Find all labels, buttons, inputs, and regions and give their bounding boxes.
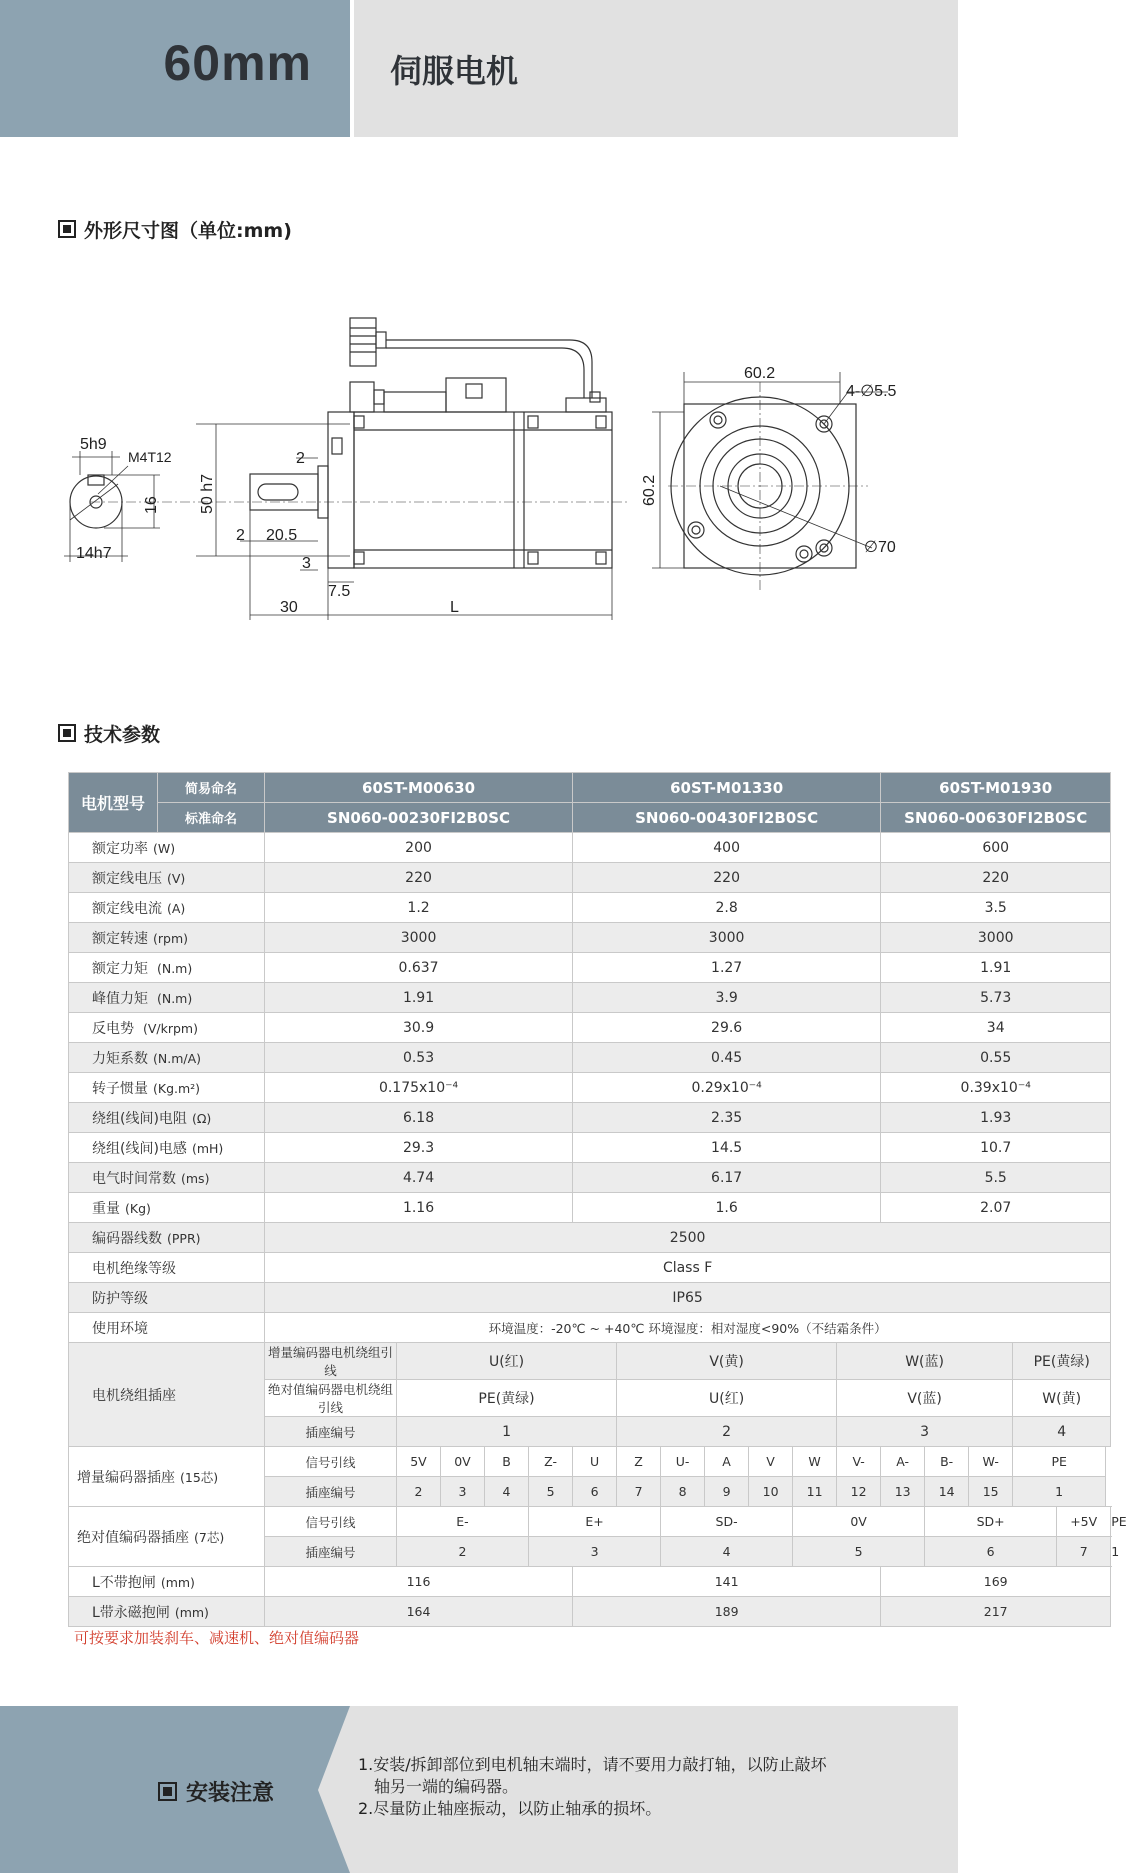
dim-flange-vertical: 60.2: [641, 474, 658, 506]
section-specs-title: [58, 720, 160, 747]
spec-value: 0.55: [881, 1043, 1111, 1073]
spec-value: 2.35: [573, 1103, 881, 1133]
table-row: [69, 1193, 1111, 1223]
spec-row-label: [69, 953, 265, 983]
length-value: 189: [573, 1597, 881, 1627]
winding-value: PE(黄绿): [1013, 1343, 1111, 1380]
encoder-pin-cell: 11: [793, 1477, 837, 1507]
encoder-pin-cell: 9: [705, 1477, 749, 1507]
encoder-pin-cell: V: [749, 1447, 793, 1477]
spec-row-label: [69, 1103, 265, 1133]
spec-value: 6.18: [265, 1103, 573, 1133]
table-row: [69, 1103, 1111, 1133]
row-label: 使用环境: [92, 1320, 148, 1337]
encoder-pin-cell: 6: [925, 1537, 1057, 1567]
length-row-label: [69, 1597, 265, 1627]
table-row: [69, 833, 1111, 863]
table-row: [69, 1223, 1111, 1253]
spec-value: 3000: [881, 923, 1111, 953]
winding-socket-label: 电机绕组插座: [69, 1343, 265, 1447]
winding-sub-label: 增量编码器电机绕组引线: [265, 1343, 397, 1380]
dim-spigot: 50 h7: [199, 473, 216, 514]
spec-row-label: [69, 1253, 265, 1283]
row-unit: (N.m): [153, 960, 193, 976]
winding-value: U(红): [397, 1343, 617, 1380]
encoder-socket-label: [69, 1447, 265, 1507]
spec-value: 0.637: [265, 953, 573, 983]
short-name-label: 简易命名: [158, 773, 265, 803]
encoder-pin-cell: A: [705, 1447, 749, 1477]
header-title-panel: [354, 0, 958, 137]
row-unit: (7芯): [194, 1529, 225, 1545]
spec-value: 5.5: [881, 1163, 1111, 1193]
table-row: [69, 1343, 1111, 1380]
spec-row-label: [69, 833, 265, 863]
encoder-pin-cell: 13: [881, 1477, 925, 1507]
row-label: 增量编码器插座: [77, 1469, 175, 1486]
header-size-panel: [0, 0, 350, 137]
spec-value: 1.27: [573, 953, 881, 983]
spec-value: 220: [573, 863, 881, 893]
spec-value: 3000: [573, 923, 881, 953]
row-label: 绕组(线间)电阻: [92, 1110, 187, 1127]
table-row: [69, 1073, 1111, 1103]
std-name-label: 标准命名: [158, 803, 265, 833]
spec-value: 1.2: [265, 893, 573, 923]
row-label: 转子惯量: [92, 1080, 148, 1097]
encoder-pin-cell: W: [793, 1447, 837, 1477]
spec-value: 6.17: [573, 1163, 881, 1193]
section-specs-label: 技术参数: [84, 724, 161, 746]
row-unit: (V): [167, 870, 186, 886]
spec-value: 0.29x10⁻⁴: [573, 1073, 881, 1103]
encoder-pin-cell: A-: [881, 1447, 925, 1477]
winding-value: V(蓝): [837, 1380, 1013, 1417]
spec-value: 0.45: [573, 1043, 881, 1073]
spec-table: [68, 772, 1127, 1627]
table-row: 绝对值编码器插座 (7芯) 信号引线 E- E+ SD- 0V SD+ +5V PE: [69, 1507, 1111, 1537]
encoder-pin-cell: 2: [397, 1477, 441, 1507]
encoder-pin-cell: 5: [529, 1477, 573, 1507]
row-label: 电机绝缘等级: [92, 1260, 176, 1277]
encoder-pin-cell: 8: [661, 1477, 705, 1507]
table-row: [69, 1013, 1111, 1043]
encoder-pin-cell: Z-: [529, 1447, 573, 1477]
encoder-pin-cell: 12: [837, 1477, 881, 1507]
spec-value: 600: [881, 833, 1111, 863]
winding-sub-label: 插座编号: [265, 1417, 397, 1447]
dim-3: 3: [302, 555, 311, 572]
spec-value: 34: [881, 1013, 1111, 1043]
winding-value: PE(黄绿): [397, 1380, 617, 1417]
encoder-socket-label: [69, 1507, 265, 1567]
length-value: 169: [881, 1567, 1111, 1597]
row-unit: (Kg.m²): [153, 1080, 201, 1096]
winding-sub-label: 绝对值编码器电机绕组引线: [265, 1380, 397, 1417]
row-label: 绝对值编码器插座: [77, 1529, 189, 1546]
spec-value: IP65: [265, 1283, 1111, 1313]
row-label: 重量: [92, 1200, 120, 1217]
encoder-pin-cell: 3: [441, 1477, 485, 1507]
table-row: [69, 1163, 1111, 1193]
winding-value: V(黄): [617, 1343, 837, 1380]
table-row: [69, 863, 1111, 893]
row-label: 防护等级: [92, 1290, 148, 1307]
winding-value: W(蓝): [837, 1343, 1013, 1380]
notice-line-2: 2.尽量防止轴座振动，以防止轴承的损坏。: [358, 1799, 662, 1818]
spec-value: 10.7: [881, 1133, 1111, 1163]
install-notice: [0, 1706, 958, 1873]
row-label: 力矩系数: [92, 1050, 148, 1067]
row-unit: (PPR): [167, 1230, 201, 1246]
winding-value: U(红): [617, 1380, 837, 1417]
spec-row-label: [69, 1163, 265, 1193]
encoder-pin-cell: Z: [617, 1447, 661, 1477]
install-notice-title: [158, 1776, 274, 1807]
spec-row-label: [69, 1043, 265, 1073]
short-model-3: 60ST-M01930: [881, 773, 1111, 803]
encoder-pin-cell: 15: [969, 1477, 1013, 1507]
dim-30: 30: [280, 599, 298, 616]
dim-2-bottom: 2: [236, 527, 245, 544]
spec-row-label: [69, 1013, 265, 1043]
row-unit: (mH): [191, 1140, 224, 1156]
length-row-label: [69, 1567, 265, 1597]
spec-value: 5.73: [881, 983, 1111, 1013]
dim-7-5: 7.5: [328, 583, 351, 600]
row-label: 额定转速: [92, 930, 148, 947]
length-value: 141: [573, 1567, 881, 1597]
spec-row-label: [69, 1193, 265, 1223]
row-label: L带永磁抱闸: [92, 1604, 170, 1621]
length-value: 164: [265, 1597, 573, 1627]
dim-2-top: 2: [296, 450, 305, 467]
dimension-drawing: [0, 300, 958, 640]
spec-value: 29.3: [265, 1133, 573, 1163]
spec-row-label: [69, 1313, 265, 1343]
encoder-pin-cell: B: [485, 1447, 529, 1477]
winding-value: 3: [837, 1417, 1013, 1447]
encoder-pin-cell: W-: [969, 1447, 1013, 1477]
encoder-pin-cell: SD+: [925, 1507, 1057, 1537]
row-unit: (mm): [160, 1574, 195, 1590]
row-unit: (N.m): [153, 990, 193, 1006]
spec-value: 1.16: [265, 1193, 573, 1223]
winding-value: 2: [617, 1417, 837, 1447]
table-row: [69, 953, 1111, 983]
encoder-pin-cell: 0V: [441, 1447, 485, 1477]
notice-line-1b: 轴另一端的编码器。: [374, 1777, 519, 1796]
spec-value: 2500: [265, 1223, 1111, 1253]
dim-pcd: ∅70: [864, 539, 896, 556]
spec-value: 220: [881, 863, 1111, 893]
install-notice-label: 安装注意: [186, 1781, 275, 1806]
spec-value: 4.74: [265, 1163, 573, 1193]
encoder-pin-cell: B-: [925, 1447, 969, 1477]
table-row: [69, 983, 1111, 1013]
header-title: 伺服电机: [390, 52, 519, 90]
row-unit: (mm): [174, 1604, 209, 1620]
dim-thread: M4T12: [128, 449, 172, 465]
encoder-sub-label: 信号引线: [265, 1447, 397, 1477]
spec-value: 1.91: [265, 983, 573, 1013]
spec-value: 30.9: [265, 1013, 573, 1043]
encoder-pin-cell: 14: [925, 1477, 969, 1507]
row-unit: (15芯): [180, 1469, 219, 1485]
row-unit: (V/krpm): [139, 1020, 198, 1036]
table-row: [69, 1567, 1111, 1597]
spec-table-body: [69, 773, 1127, 1627]
spec-value: 环境温度：-20℃ ~ +40℃ 环境湿度：相对湿度<90%（不结霜条件）: [265, 1313, 1111, 1343]
encoder-pin-cell: E+: [529, 1507, 661, 1537]
spec-value: 1.6: [573, 1193, 881, 1223]
encoder-sub-label: 插座编号: [265, 1537, 397, 1567]
row-unit: (Kg): [125, 1200, 151, 1216]
row-label: 额定线电压: [92, 870, 162, 887]
table-row: [69, 1447, 1111, 1477]
row-label: 绕组(线间)电感: [92, 1140, 187, 1157]
row-label: 峰值力矩: [92, 990, 148, 1007]
spec-row-label: [69, 893, 265, 923]
notice-line-1: 1.安装/拆卸部位到电机轴末端时，请不要用力敲打轴，以防止敲坏: [358, 1755, 827, 1774]
table-row: [69, 1043, 1111, 1073]
page-header: [0, 0, 958, 137]
encoder-pin-cell: U-: [661, 1447, 705, 1477]
dim-L: L: [450, 599, 459, 616]
dim-key-length: 20.5: [266, 527, 298, 544]
short-model-1: 60ST-M00630: [265, 773, 573, 803]
winding-value: 4: [1013, 1417, 1111, 1447]
encoder-pin-cell: 7: [617, 1477, 661, 1507]
model-label: 电机型号: [69, 773, 158, 833]
square-bullet-icon: [58, 724, 76, 742]
spec-value: 0.39x10⁻⁴: [881, 1073, 1111, 1103]
dim-shaft-dia: 14h7: [76, 545, 112, 562]
custom-options-note: 可按要求加装刹车、减速机、绝对值编码器: [74, 1629, 360, 1647]
encoder-pin-cell: SD-: [661, 1507, 793, 1537]
encoder-pin-cell: PE: [1013, 1447, 1106, 1477]
encoder-pin-cell: 1: [1013, 1477, 1106, 1507]
section-dimensions-title: [58, 216, 292, 243]
spec-value: 14.5: [573, 1133, 881, 1163]
header-size: 60mm: [163, 35, 312, 91]
spec-row-label: [69, 1223, 265, 1253]
encoder-pin-cell: 5V: [397, 1447, 441, 1477]
spec-value: 220: [265, 863, 573, 893]
table-row: [69, 1253, 1111, 1283]
spec-value: 200: [265, 833, 573, 863]
row-label: 电气时间常数: [92, 1170, 176, 1187]
encoder-sub-label: 信号引线: [265, 1507, 397, 1537]
spec-row-label: [69, 923, 265, 953]
install-notice-text: [358, 1754, 918, 1820]
row-unit: (N.m/A): [153, 1050, 202, 1066]
short-model-2: 60ST-M01330: [573, 773, 881, 803]
encoder-pin-cell: 0V: [793, 1507, 925, 1537]
spec-row-label: [69, 983, 265, 1013]
table-row: [69, 1313, 1111, 1343]
spec-value: 1.91: [881, 953, 1111, 983]
spec-row-label: [69, 863, 265, 893]
row-unit: (Ω): [191, 1110, 212, 1126]
spec-value: 2.8: [573, 893, 881, 923]
encoder-pin-cell: 4: [485, 1477, 529, 1507]
spec-value: 2.07: [881, 1193, 1111, 1223]
table-row: 插座编号 2 3 4 5 6 7 1: [69, 1537, 1111, 1567]
spec-value: 1.93: [881, 1103, 1111, 1133]
spec-value: 3.5: [881, 893, 1111, 923]
encoder-pin-cell: 2: [397, 1537, 529, 1567]
encoder-pin-cell: U: [573, 1447, 617, 1477]
spec-row-label: [69, 1073, 265, 1103]
row-unit: (ms): [181, 1170, 210, 1186]
dim-key-width: 5h9: [80, 436, 107, 453]
encoder-pin-cell: 10: [749, 1477, 793, 1507]
std-model-3: SN060-00630FI2B0SC: [881, 803, 1111, 833]
table-row: [69, 1597, 1111, 1627]
encoder-pin-cell: E-: [397, 1507, 529, 1537]
encoder-pin-cell: 5: [793, 1537, 925, 1567]
section-dimensions-label: 外形尺寸图（单位:mm): [84, 220, 292, 242]
row-unit: (W): [153, 840, 176, 856]
spec-value: 0.53: [265, 1043, 573, 1073]
winding-value: W(黄): [1013, 1380, 1111, 1417]
spec-value: 3000: [265, 923, 573, 953]
row-label: L不带抱闸: [92, 1574, 156, 1591]
row-label: 反电势: [92, 1020, 134, 1037]
spec-row-label: [69, 1133, 265, 1163]
table-row: [69, 923, 1111, 953]
length-value: 116: [265, 1567, 573, 1597]
dim-holes: 4-∅5.5: [846, 383, 897, 400]
dim-flange: 60.2: [744, 365, 776, 382]
table-row: [69, 893, 1111, 923]
row-label: 额定力矩: [92, 960, 148, 977]
table-row: [69, 1133, 1111, 1163]
encoder-pin-cell: 7: [1057, 1537, 1111, 1567]
square-bullet-icon: [58, 220, 76, 238]
spec-value: 3.9: [573, 983, 881, 1013]
table-row: [69, 1283, 1111, 1313]
encoder-pin-cell: V-: [837, 1447, 881, 1477]
winding-value: 1: [397, 1417, 617, 1447]
row-label: 编码器线数: [92, 1230, 162, 1247]
row-unit: (rpm): [153, 930, 189, 946]
square-bullet-icon: [158, 1782, 177, 1801]
spec-value: 29.6: [573, 1013, 881, 1043]
row-label: 额定线电流: [92, 900, 162, 917]
spec-row-label: [69, 1283, 265, 1313]
encoder-pin-cell: +5V: [1057, 1507, 1111, 1537]
dim-key-height: 16: [143, 496, 160, 514]
row-label: 额定功率: [92, 840, 148, 857]
spec-value: Class F: [265, 1253, 1111, 1283]
encoder-pin-cell: 4: [661, 1537, 793, 1567]
length-value: 217: [881, 1597, 1111, 1627]
row-unit: (A): [167, 900, 186, 916]
spec-value: 0.175x10⁻⁴: [265, 1073, 573, 1103]
spec-value: 400: [573, 833, 881, 863]
encoder-sub-label: 插座编号: [265, 1477, 397, 1507]
encoder-pin-cell: 3: [529, 1537, 661, 1567]
std-model-1: SN060-00230FI2B0SC: [265, 803, 573, 833]
std-model-2: SN060-00430FI2B0SC: [573, 803, 881, 833]
encoder-pin-cell: 6: [573, 1477, 617, 1507]
